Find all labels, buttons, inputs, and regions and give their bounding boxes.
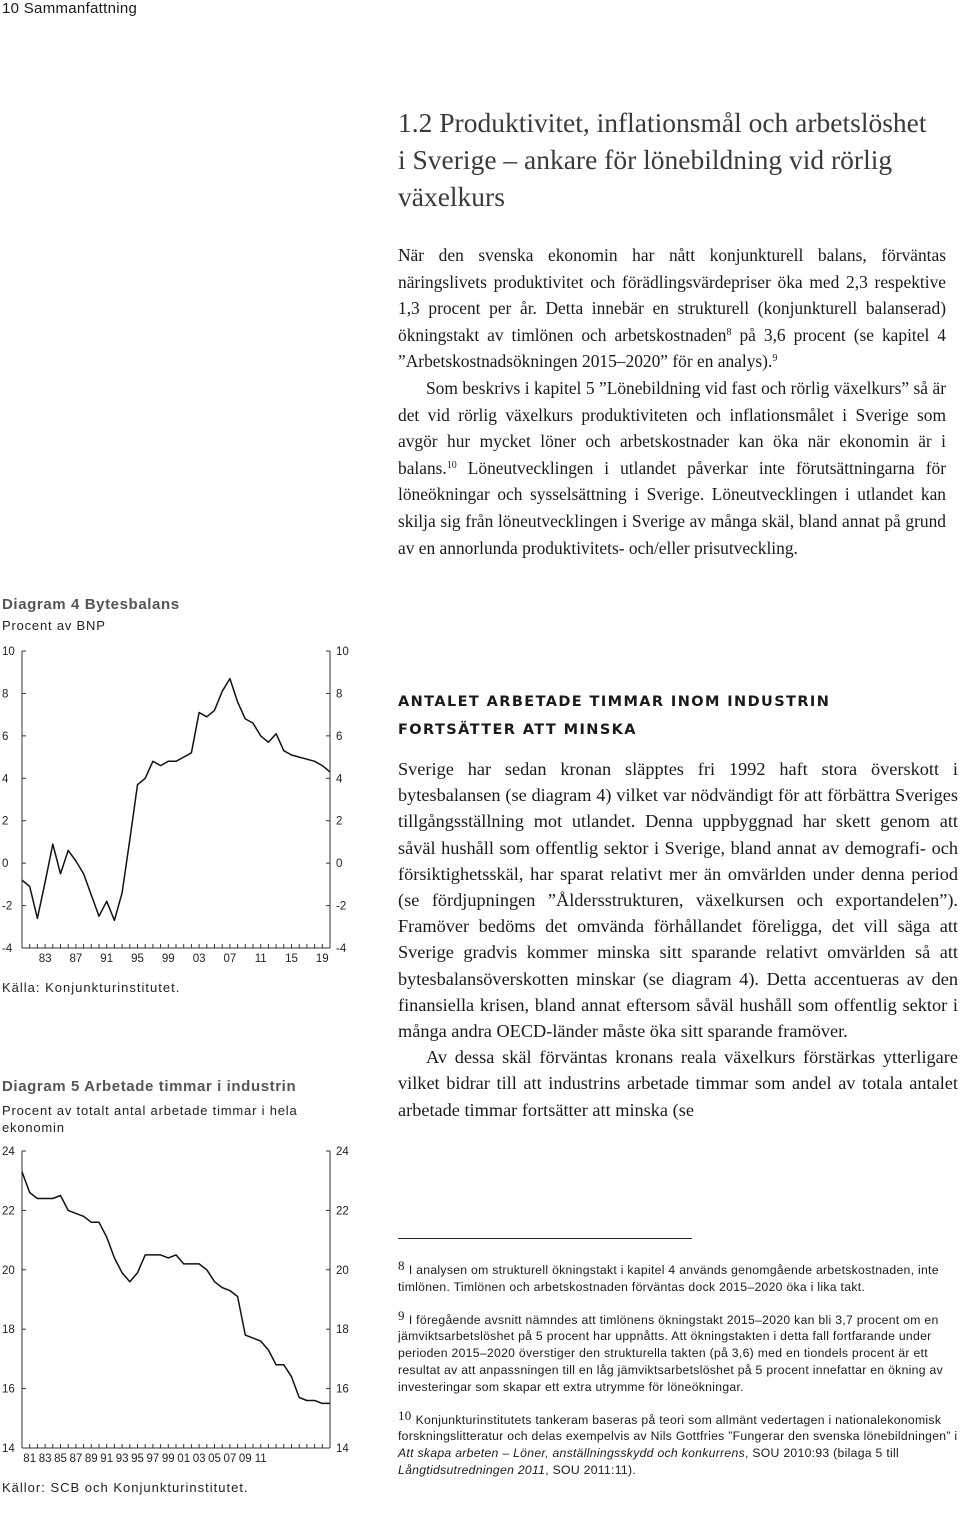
diagram-5-title: Diagram 5 Arbetade timmar i industrin — [2, 1078, 297, 1095]
section-heading: 1.2 Produktivitet, inflationsmål och arbetslöshet i Sverige – ankare för lönebildning vid rörlig växelkurs — [398, 107, 927, 212]
diagram-5-source: Källor: SCB och Konjunkturinstitutet. — [2, 1480, 249, 1495]
diagram-4-y-tick-label-right: 8 — [336, 688, 343, 701]
diagram-5-y-tick-label-left: 16 — [2, 1383, 15, 1396]
diagram-4-x-tick-label: 15 — [285, 953, 298, 965]
diagram-5-chart — [0, 1140, 370, 1475]
diagram-5-x-tick-label: 11 — [254, 1453, 267, 1465]
diagram-5-x-tick-label: 07 — [223, 1453, 237, 1465]
diagram-4-x-tick-label: 99 — [161, 953, 175, 965]
body-paragraph-4: Av dessa skäl förväntas kronans reala växelkurs förstärkas ytterligare vilket bidrar till att industrins arbetade timmar som andel av totala antalet arbetade timmar fortsätter att minska (se — [398, 1047, 958, 1120]
footnote-citation-title-2: Långtidsutredningen 2011 — [398, 1462, 546, 1477]
diagram-4-source: Källa: Konjunkturinstitutet. — [2, 980, 181, 995]
diagram-5-x-tick-label: 91 — [100, 1453, 114, 1465]
diagram-5-y-tick-label-left: 18 — [2, 1324, 15, 1337]
diagram-5-y-tick-label-right: 14 — [336, 1443, 349, 1455]
diagram-5-x-tick-label: 81 — [23, 1453, 37, 1465]
intro-paragraph-2 — [398, 375, 946, 561]
diagram-4-y-tick-label-right: -2 — [336, 900, 347, 913]
diagram-4-y-tick-label-left: 2 — [2, 815, 9, 828]
diagram-4-series-line — [22, 679, 330, 921]
diagram-5-x-tick-label: 99 — [161, 1453, 175, 1465]
diagram-4-chart — [0, 640, 370, 975]
footnotes — [398, 1258, 958, 1491]
diagram-5-x-tick-label: 05 — [208, 1453, 221, 1465]
section-text — [398, 756, 958, 1123]
diagram-5-series-line — [22, 1172, 330, 1404]
intro-p1-text-b: på 3,6 procent (se kapitel 4 ”Arbetskostnadsökningen 2015–2020” för en analys). — [398, 324, 946, 372]
diagram-4-subtitle: Procent av BNP — [2, 618, 106, 633]
intro-p1-text-a: När den svenska ekonomin har nått konjunkturell balans, förväntas näringslivets produktivitet och förädlingsvärdepriser öka med 2,3 respektive 1,3 procent per år. Detta innebär en strukturell (konjunkturell balanserad) ökningstakt av timlönen och arbetskostnaden — [398, 245, 946, 345]
diagram-4-y-tick-label-left: -4 — [2, 943, 13, 955]
diagram-4-x-tick-label: 87 — [69, 953, 83, 965]
diagram-5-y-tick-label-left: 20 — [2, 1264, 15, 1277]
diagram-5-x-tick-label: 97 — [146, 1453, 160, 1465]
diagram-4-y-tick-label-left: 6 — [2, 730, 9, 743]
diagram-5-x-tick-label: 89 — [84, 1453, 98, 1465]
footnote-number: 8 — [398, 1258, 405, 1273]
intro-paragraph-1 — [398, 242, 946, 375]
diagram-4-y-tick-label-left: -2 — [2, 900, 13, 913]
diagram-4-x-tick-label: 11 — [254, 953, 267, 965]
intro-text — [398, 242, 946, 561]
diagram-5-x-tick-label: 09 — [238, 1453, 252, 1465]
subsection-heading: ANTALET ARBETADE TIMMAR INOM INDUSTRIN FORTSÄTTER ATT MINSKA — [398, 694, 831, 738]
diagram-4-y-tick-label-right: 4 — [336, 773, 343, 786]
diagram-4-y-tick-label-right: 10 — [336, 646, 349, 658]
diagram-5-x-tick-label: 93 — [115, 1453, 129, 1465]
body-paragraph-3: Sverige har sedan kronan släpptes fri 1992 haft stora överskott i bytesbalansen (se diagram 4) vilket var nödvändigt för att förbättra Sveriges tillgångsställning mot utlandet. Denna uppbyggnad har skett genom att såväl hushåll som offentlig sektor i Sverige, bland annat av demografi- och försiktighetsskäl, har sparat relativt mer än omvärlden under denna period (se fördjupningen ”Åldersstrukturen, växelkursen och exportandelen”). Framöver bedöms det omvända förhållandet föreligga, det vill säga att Sverige gradvis kommer minska sitt sparande relativt omvärlden så att bytesbalansöverskotten minskar (se diagram 4). Detta accentueras av den finansiella krisen, bland annat eftersom såväl hushåll som offentlig sektor i många andra OECD-länder måste öka sitt sparande framöver. — [398, 759, 958, 1042]
footnote-8 — [398, 1258, 958, 1296]
diagram-5-y-tick-label-left: 14 — [2, 1443, 15, 1455]
diagram-5-subtitle: Procent av totalt antal arbetade timmar i hela ekonomin — [2, 1103, 298, 1135]
diagram-5-y-tick-label-right: 18 — [336, 1324, 349, 1337]
footnote-text: I föregående avsnitt nämndes att timlönens ökningstakt 2015–2020 kan bli 3,7 procent om en jämviktsarbetslöshet på 5 procent har uppnåtts. Att ökningstakten i detta fall fortfarande under perioden 2015–2020 överstiger den strukturella takten (på 3,6) med en tiondels procent är ett resultat av att anpassningen till en låg jämviktsarbetslöshet på 5 procent innefattar en ökning av investeringar som skapar ett extra utrymme för löneökningar. — [398, 1312, 943, 1394]
diagram-5-x-tick-label: 87 — [69, 1453, 83, 1465]
diagram-4-y-tick-label-right: 2 — [336, 815, 343, 828]
diagram-4-y-tick-label-left: 0 — [2, 858, 9, 871]
diagram-4-x-tick-label: 19 — [315, 953, 329, 965]
diagram-4-x-tick-label: 91 — [100, 953, 114, 965]
diagram-5-y-tick-label-right: 22 — [336, 1205, 349, 1218]
footnote-number: 10 — [398, 1407, 412, 1423]
footnote-ref-10[interactable]: 10 — [446, 459, 457, 471]
intro-p2-text-a: Som beskrivs i kapitel 5 ”Lönebildning vid fast och rörlig växelkurs” så är det vid rörlig växelkurs produktiviteten och inflationsmålet i Sverige som avgör hur mycket löner och arbetskostnader kan öka när ekonomin är i balans. — [398, 377, 946, 478]
footnote-text-b: , SOU 2010:93 (bilaga 5 till — [744, 1446, 900, 1461]
diagram-4-title: Diagram 4 Bytesbalans — [2, 596, 180, 613]
footnote-text-a: Konjunkturinstitutets tankeram baseras på teori som allmänt vedertagen i nationalekonomisk forskningslitteratur och delas exempelvis av Nils Gottfries ”Fungerar den svenska lönebildningen” i — [398, 1412, 958, 1444]
diagram-5-y-tick-label-right: 24 — [336, 1146, 349, 1158]
footnote-ref-9[interactable]: 9 — [772, 353, 778, 365]
diagram-5-y-tick-label-right: 16 — [336, 1383, 349, 1396]
diagram-5-y-tick-label-left: 24 — [2, 1146, 15, 1158]
diagram-5-x-tick-label: 85 — [54, 1453, 67, 1465]
footnote-divider — [398, 1238, 692, 1239]
page-header: 10 Sammanfattning — [2, 0, 138, 17]
footnote-number: 9 — [398, 1307, 405, 1323]
diagram-4-y-tick-label-left: 8 — [2, 688, 9, 701]
footnote-citation-title: Att skapa arbeten – Löner, anställningsskydd och konkurrens — [398, 1446, 745, 1461]
diagram-4-x-tick-label: 07 — [223, 953, 237, 965]
diagram-5-x-tick-label: 83 — [38, 1453, 52, 1465]
diagram-4-y-tick-label-right: 6 — [336, 730, 343, 743]
footnote-text-c: , SOU 2011:11). — [545, 1462, 637, 1477]
diagram-4-x-tick-label: 95 — [131, 953, 144, 965]
diagram-4-y-tick-label-right: 0 — [336, 858, 343, 871]
diagram-5-y-tick-label-right: 20 — [336, 1264, 349, 1277]
diagram-4-y-tick-label-right: -4 — [336, 943, 347, 955]
footnote-9 — [398, 1308, 958, 1396]
diagram-5-y-tick-label-left: 22 — [2, 1205, 15, 1218]
diagram-4-y-tick-label-left: 10 — [2, 646, 15, 658]
footnote-ref-8[interactable]: 8 — [726, 326, 732, 338]
footnote-10 — [398, 1408, 958, 1479]
footnote-text: I analysen om strukturell ökningstakt i kapitel 4 används genomgående arbetskostnaden, inte timlönen. Timlönen och arbetskostnaden förväntas dock 2015–2020 öka i lika takt. — [398, 1263, 939, 1294]
diagram-5-x-tick-label: 03 — [192, 1453, 206, 1465]
diagram-5-x-tick-label: 95 — [131, 1453, 144, 1465]
diagram-4-x-tick-label: 03 — [192, 953, 206, 965]
diagram-5-x-tick-label: 01 — [177, 1453, 191, 1465]
diagram-4-y-tick-label-left: 4 — [2, 773, 9, 786]
diagram-4-x-tick-label: 83 — [38, 953, 52, 965]
intro-p2-text-b: Löneutvecklingen i utlandet påverkar inte förutsättningarna för löneökningar och sysselsättning i Sverige. Löneutvecklingen i utlandet kan skilja sig från löneutvecklingen i Sverige av många skäl, bland annat på grund av en annorlunda produktivitets- och/eller prisutveckling. — [398, 457, 946, 558]
